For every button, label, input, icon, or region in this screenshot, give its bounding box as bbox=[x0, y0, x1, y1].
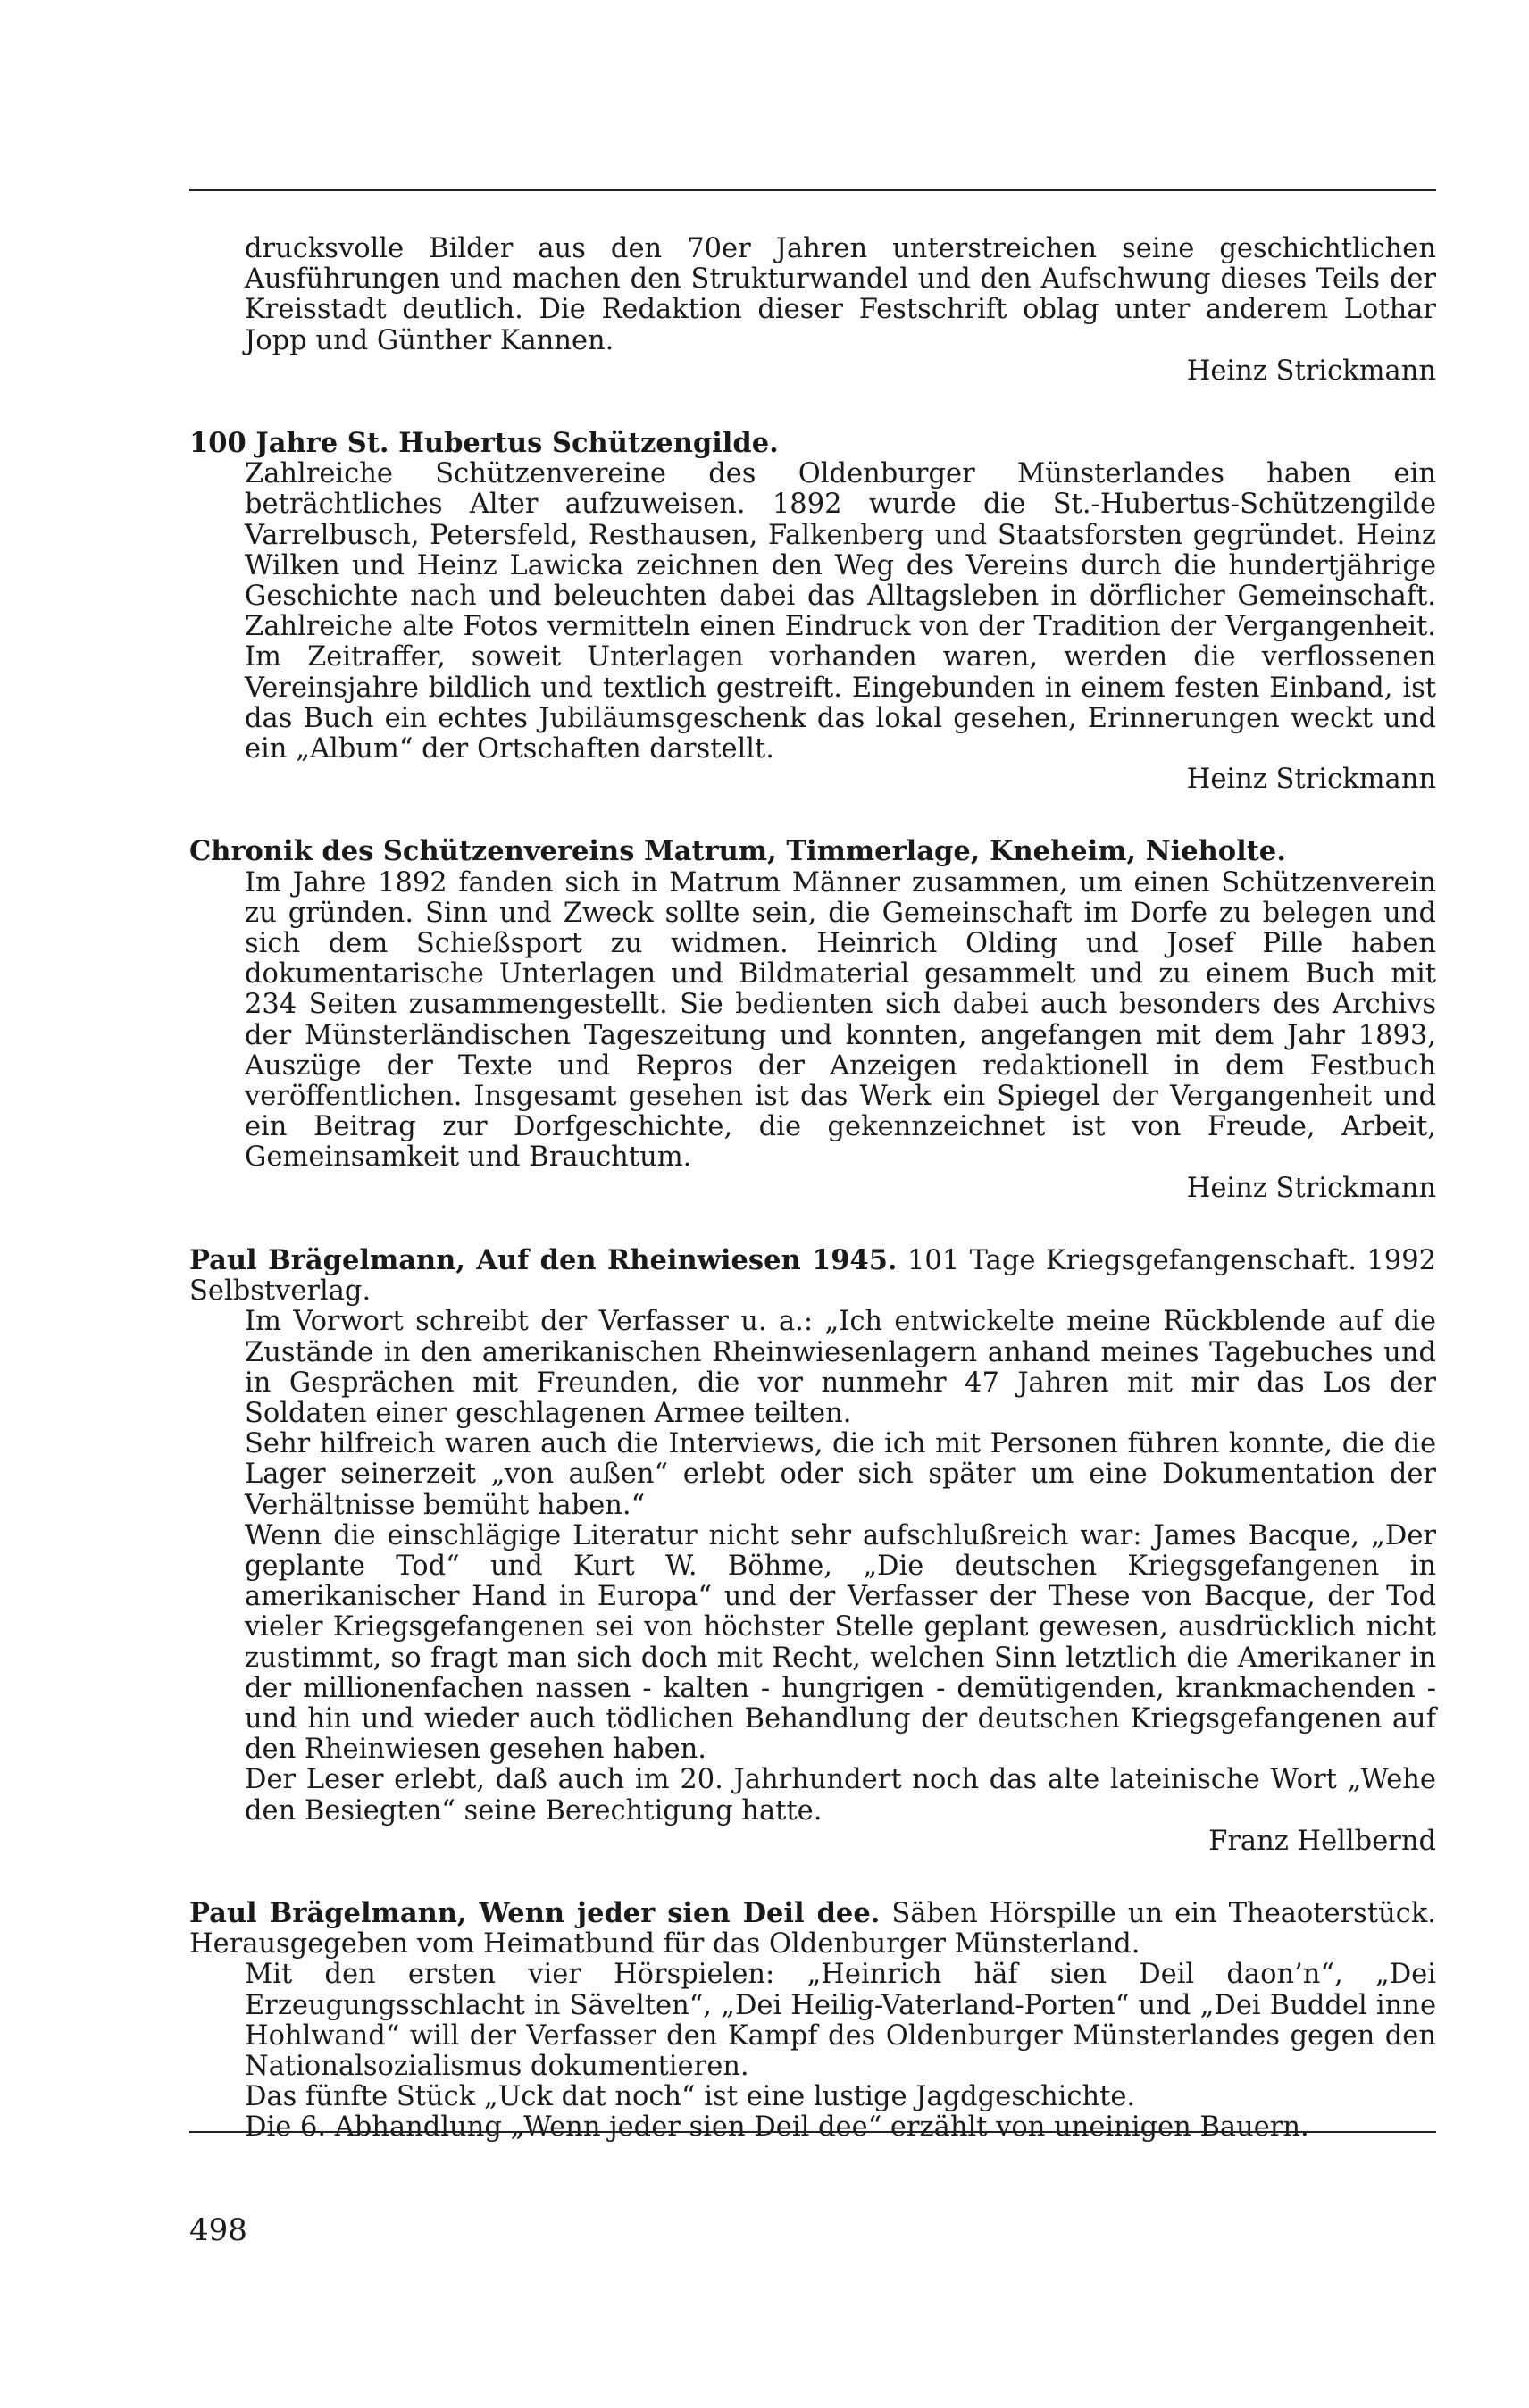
review-rheinwiesen-paragraph-2: Sehr hilfreich waren auch die Interviews, die ich mit Personen führen konnte, die die Lager seinerzeit „von außen“ erlebt oder sich später um eine Dokumentation der Verhältnisse bemüht haben.“ bbox=[245, 1428, 1436, 1521]
header-rule bbox=[189, 189, 1436, 191]
review-matrum-title: Chronik des Schützenvereins Matrum, Timmerlage, Kneheim, Nieholte. bbox=[189, 835, 1286, 868]
intro-section bbox=[189, 234, 1436, 387]
review-hubertus-signature: Heinz Strickmann bbox=[1186, 764, 1436, 796]
review-rheinwiesen-signature: Franz Hellbernd bbox=[1208, 1825, 1436, 1857]
intro-signature: Heinz Strickmann bbox=[1186, 355, 1436, 387]
review-rheinwiesen-paragraph-4: Der Leser erlebt, daß auch im 20. Jahrhundert noch das alte lateinische Wort „Wehe den Besiegten“ seine Berechtigung hatte. bbox=[245, 1764, 1436, 1827]
review-deil bbox=[189, 1898, 1436, 2144]
review-rheinwiesen-heading bbox=[189, 1245, 1436, 1307]
review-matrum-signature: Heinz Strickmann bbox=[1186, 1172, 1436, 1204]
review-rheinwiesen-paragraph-3: Wenn die einschlägige Literatur nicht sehr aufschlußreich war: James Bacque, „Der geplante Tod“ und Kurt W. Böhme, „Die deutschen Kriegsgefangenen in amerikanischer Hand in Europa“ und der Verfasser der These von Bacque, der Tod vieler Kriegsgefangenen sei von höchster Stelle geplant gewesen, ausdrücklich nicht zustimmt, so fragt man sich doch mit Recht, welchen Sinn letztlich die Amerikaner in der millionenfachen nassen - kalten - hungrigen - demütigenden, krankmachenden - und hin und wieder auch tödlichen Behandlung der deutschen Kriegsgefangenen auf den Rheinwiesen gesehen haben. bbox=[245, 1519, 1436, 1766]
review-rheinwiesen-title: Paul Brägelmann, Auf den Rheinwiesen 1945. bbox=[189, 1243, 898, 1276]
page-number: 498 bbox=[189, 2212, 247, 2248]
review-deil-subtitle: Säben Hörspille un ein Theaoterstück. Herausgegeben vom Heimatbund für das Oldenburger Münsterland. bbox=[189, 1897, 1436, 1961]
review-hubertus bbox=[189, 428, 1436, 795]
footer-rule bbox=[189, 2131, 1436, 2133]
review-rheinwiesen-subtitle: 101 Tage Kriegsgefangenschaft. 1992 Selbstverlag. bbox=[189, 1244, 1436, 1308]
review-deil-title: Paul Brägelmann, Wenn jeder sien Deil dee. bbox=[189, 1896, 881, 1929]
review-deil-paragraph-2: Das fünfte Stück „Uck dat noch“ ist eine lustige Jagdgeschichte. bbox=[245, 2081, 1136, 2113]
review-deil-paragraph-3: Die 6. Abhandlung „Wenn jeder sien Deil dee“ erzählt von uneinigen Bauern. bbox=[245, 2111, 1309, 2144]
review-matrum bbox=[189, 836, 1436, 1203]
review-rheinwiesen-paragraph-1: Im Vorwort schreibt der Verfasser u. a.: „Ich entwickelte meine Rückblende auf die Zustände in den amerikanischen Rheinwiesenlagern anhand meines Tagebuches und in Gesprächen mit Freunden, die vor nunmehr 47 Jahren mit mir das Los der Soldaten einer geschlagenen Armee teilten. bbox=[245, 1306, 1436, 1429]
review-hubertus-title: 100 Jahre St. Hubertus Schützengilde. bbox=[189, 427, 779, 460]
review-deil-paragraph-1: Mit den ersten vier Hörspielen: „Heinrich häf sien Deil daon’n“, „Dei Erzeugungsschlacht in Sävelten“, „Dei Heilig-Vaterland-Porten“ und „Dei Buddel inne Hohlwand“ will der Verfasser den Kampf des Oldenburger Münsterlandes gegen den Nationalsozialismus dokumentieren. bbox=[245, 1959, 1436, 2082]
review-matrum-heading bbox=[189, 836, 1436, 867]
review-hubertus-paragraph: Zahlreiche Schützenvereine des Oldenburger Münsterlandes haben ein beträchtliches Alter aufzuweisen. 1892 wurde die St.-Hubertus-Schützengilde Varrelbusch, Petersfeld, Resthausen, Falkenberg und Staatsforsten gegründet. Heinz Wilken und Heinz Lawicka zeichnen den Weg des Vereins durch die hundertjährige Geschichte nach und beleuchten dabei das Alltagsleben in dörflicher Gemeinschaft. Zahlreiche alte Fotos vermitteln einen Eindruck von der Tradition der Vergangenheit. Im Zeitraffer, soweit Unterlagen vorhanden waren, werden die verflossenen Vereinsjahre bildlich und textlich gestreift. Eingebunden in einem festen Einband, ist das Buch ein echtes Jubiläumsgeschenk das lokal gesehen, Erinnerungen weckt und ein „Album“ der Ortschaften darstellt. bbox=[245, 458, 1436, 765]
review-hubertus-heading bbox=[189, 428, 1436, 459]
text-column bbox=[189, 234, 1436, 2144]
review-deil-heading bbox=[189, 1898, 1436, 1960]
intro-paragraph: drucksvolle Bilder aus den 70er Jahren unterstreichen seine geschichtlichen Ausführungen und machen den Strukturwandel und den Aufschwung dieses Teils der Kreisstadt deutlich. Die Redaktion dieser Festschrift oblag unter anderem Lothar Jopp und Günther Kannen. bbox=[245, 233, 1436, 356]
review-matrum-paragraph: Im Jahre 1892 fanden sich in Matrum Männer zusammen, um einen Schützenverein zu gründen. Sinn und Zweck sollte sein, die Gemeinschaft im Dorfe zu belegen und sich dem Schießsport zu widmen. Heinrich Olding und Josef Pille haben dokumentarische Unterlagen und Bildmaterial gesammelt und zu einem Buch mit 234 Seiten zusammengestellt. Sie bedienten sich dabei auch besonders des Archivs der Münsterländischen Tageszeitung und konnten, angefangen mit dem Jahr 1893, Auszüge der Texte und Repros der Anzeigen redaktionell in dem Festbuch veröffentlichen. Insgesamt gesehen ist das Werk ein Spiegel der Vergangenheit und ein Beitrag zur Dorfgeschichte, die gekennzeichnet ist von Freude, Arbeit, Gemeinsamkeit und Brauchtum. bbox=[245, 866, 1436, 1174]
review-rheinwiesen bbox=[189, 1245, 1436, 1857]
